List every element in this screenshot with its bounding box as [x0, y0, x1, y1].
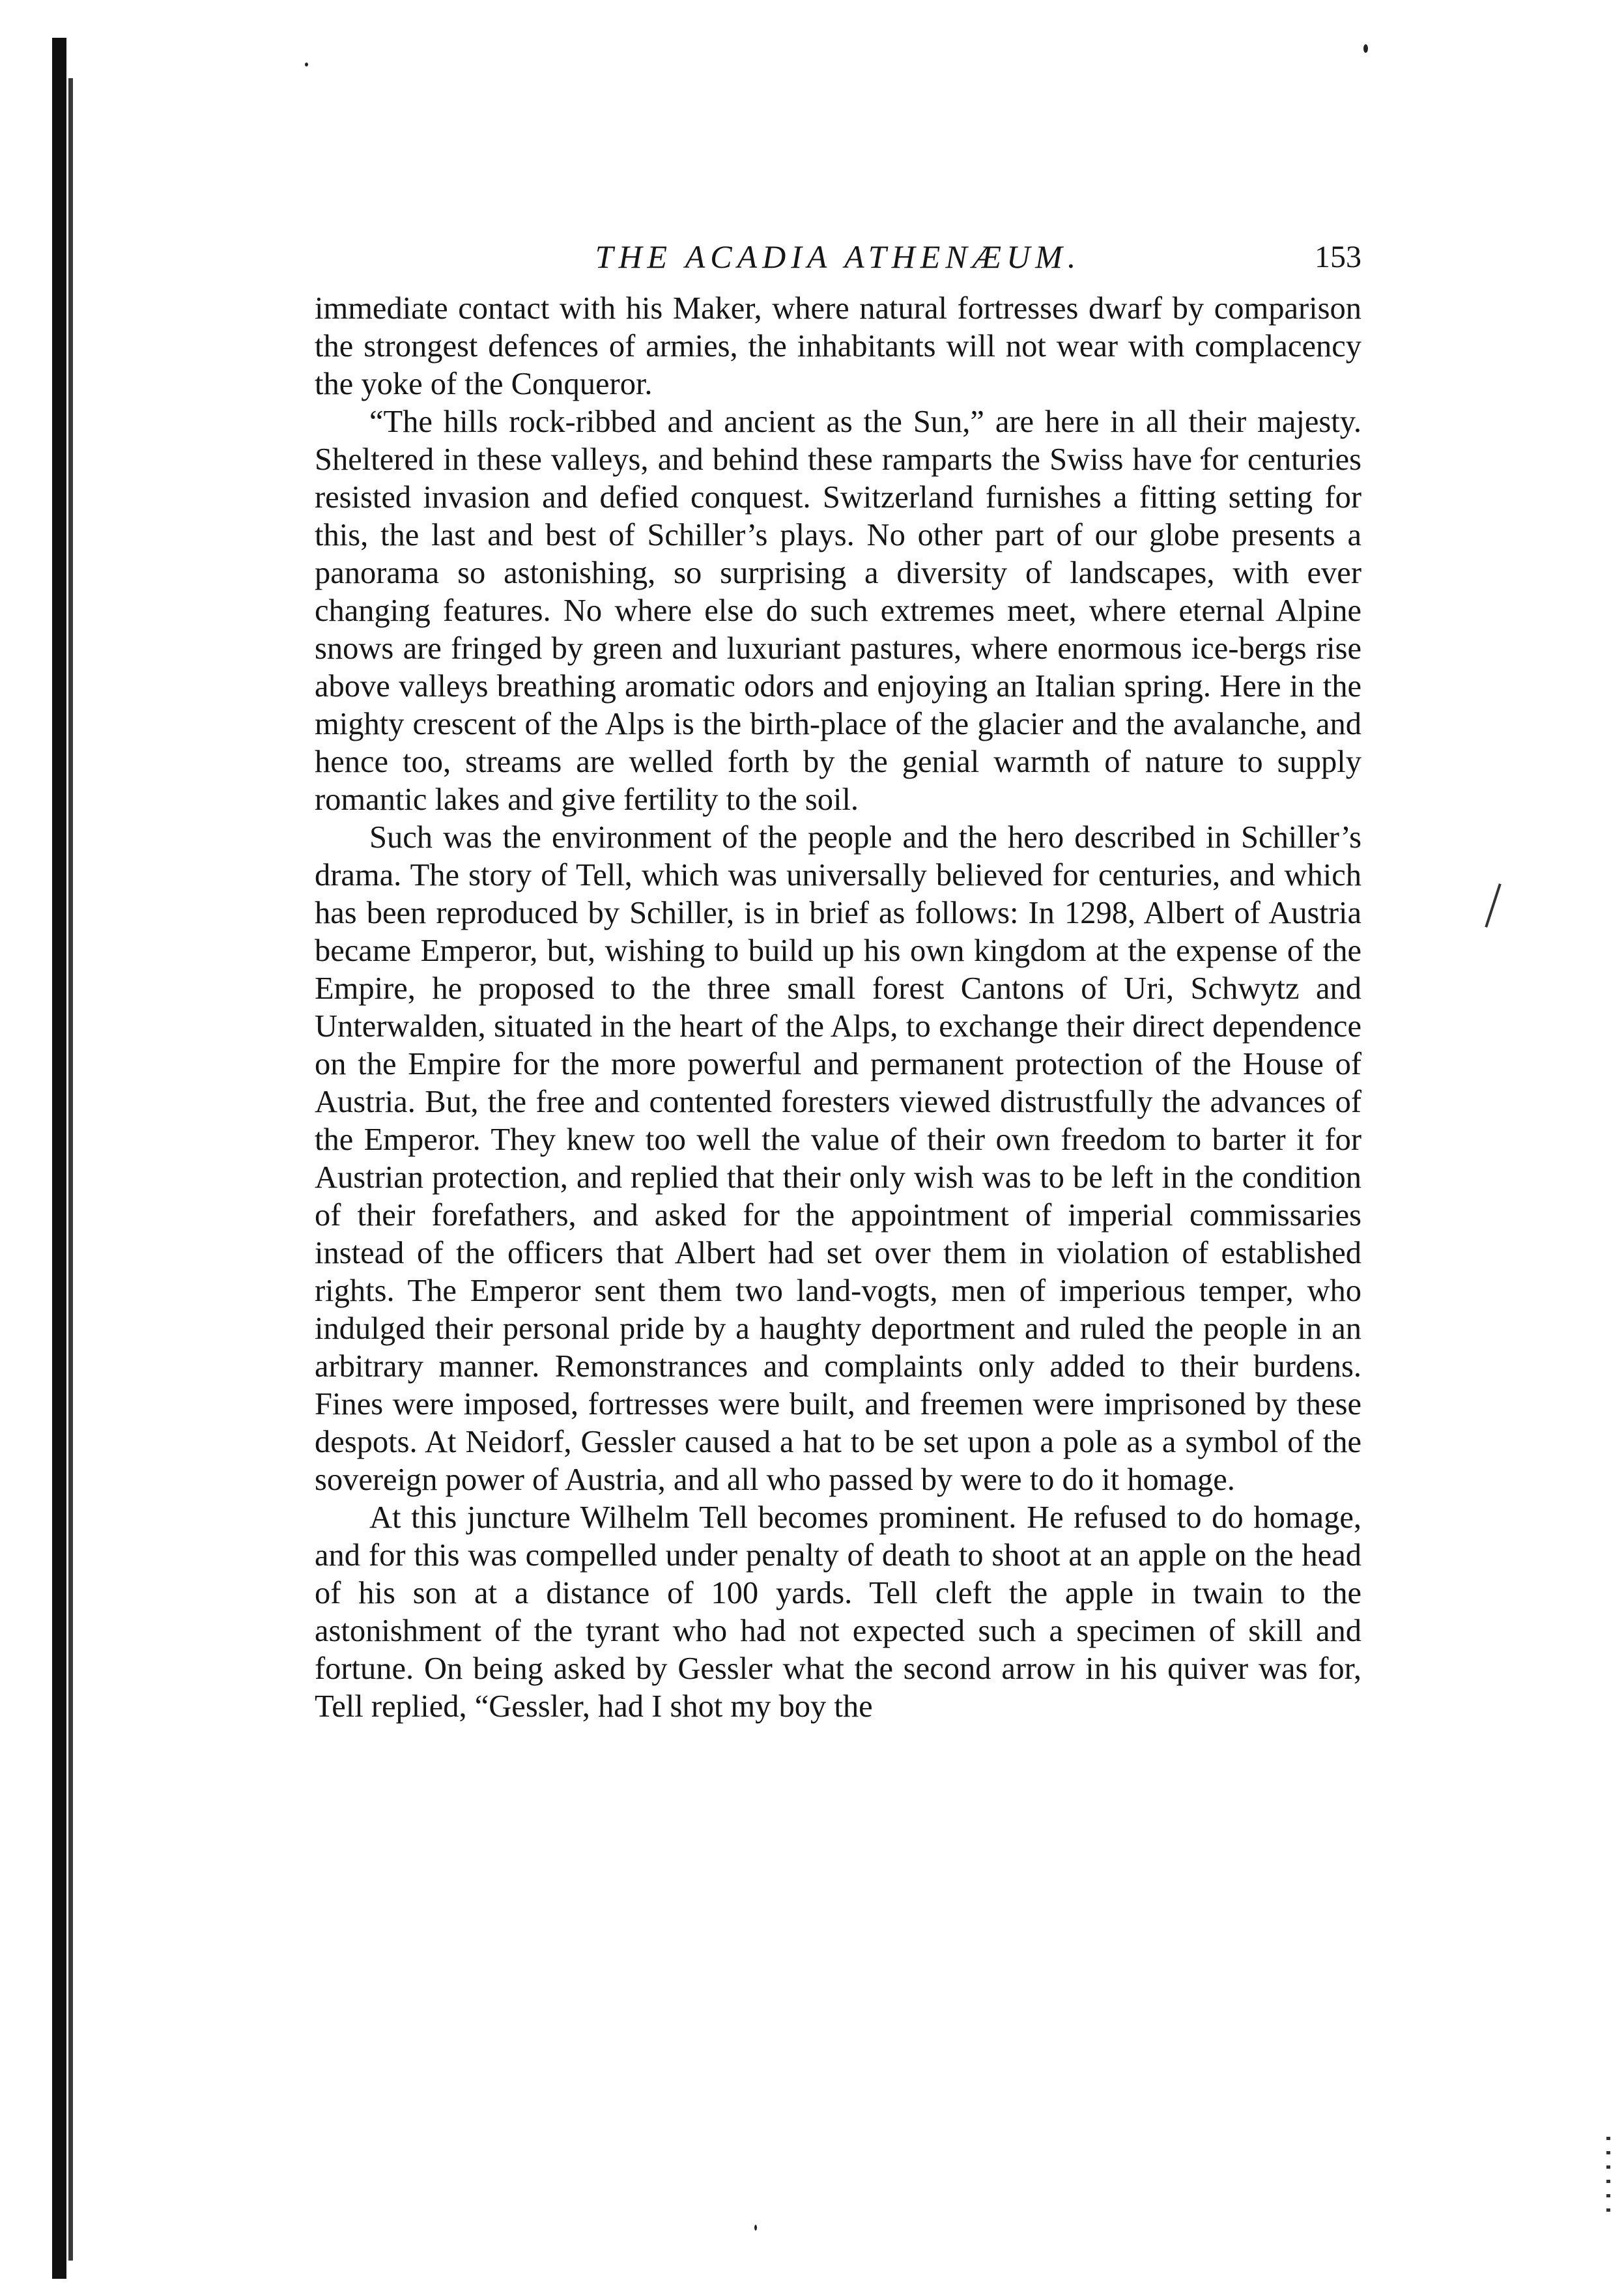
- scan-speck: [305, 63, 308, 66]
- paragraph: immediate contact with his Maker, where natural fortresses dwarf by comparison the strongest defences of armies, the inhabitants will not wear with complacency the yoke of the Conqueror.: [315, 291, 1361, 401]
- page-number: 153: [1315, 240, 1361, 274]
- binding-edge-inner: [68, 78, 73, 2261]
- binding-edge: [52, 38, 66, 2279]
- scan-speck: [754, 2225, 757, 2231]
- running-head: [315, 225, 1361, 283]
- document-page: [315, 225, 1361, 1726]
- paragraph: “The hills rock-ribbed and ancient as the Sun,” are here in all their majesty. Sheltered in these valleys, and behind these ramparts the Swiss have for centuries resisted invasion and defied conquest. Switzerland furnishes a fitting setting for this, the last and best of Schiller’s plays. No other part of our globe presents a panorama so astonishing, so surprising a diversity of landscapes, with ever changing features. No where else do such extremes meet, where eternal Alpine snows are fringed by green and luxuriant pastures, where enormous ice-bergs rise above valleys breathing aromatic odors and enjoying an Italian spring. Here in the mighty crescent of the Alps is the birth-place of the glacier and the avalanche, and hence too, streams are welled forth by the genial warmth of nature to supply romantic lakes and give fertility to the soil.: [315, 405, 1361, 817]
- journal-title: THE ACADIA ATHENÆUM.: [595, 238, 1081, 275]
- margin-mark: [1485, 883, 1501, 928]
- paragraph: Such was the environment of the people and the hero described in Schiller’s drama. The story of Tell, which was universally believed for centuries, and which has been reproduced by Schiller, is in brief as follows: In 1298, Albert of Austria became Emperor, but, wishing to build up his own kingdom at the expense of the Empire, he proposed to the three small forest Cantons of Uri, Schwytz and Unterwalden, situated in the heart of the Alps, to exchange their direct dependence on the Empire for the more powerful and permanent protection of the House of Austria. But, the free and contented foresters viewed distrustfully the advances of the Emperor. They knew too well the value of their own freedom to barter it for Austrian protection, and replied that their only wish was to be left in the condition of their forefathers, and asked for the appointment of imperial commissaries instead of the officers that Albert had set over them in violation of established rights. The Emperor sent them two land-vogts, men of imperious temper, who indulged their personal pride by a haughty deportment and ruled the people in an arbitrary manner. Remonstrances and complaints only added to their burdens. Fines were imposed, fortresses were built, and freemen were imprisoned by these despots. At Neidorf, Gessler caused a hat to be set upon a pole as a symbol of the sovereign power of Austria, and all who passed by were to do it homage.: [315, 820, 1361, 1497]
- paragraph: At this juncture Wilhelm Tell becomes prominent. He refused to do homage, and for this was compelled under penalty of death to shoot at an apple on the head of his son at a distance of 100 yards. Tell cleft the apple in twain to the astonishment of the tyrant who had not expected such a specimen of skill and fortune. On being asked by Gessler what the second arrow in his quiver was for, Tell replied, “Gessler, had I shot my boy the: [315, 1500, 1361, 1724]
- body-text: [315, 290, 1361, 1726]
- scan-dots: [1606, 2137, 1610, 2221]
- scan-speck: [1363, 44, 1368, 53]
